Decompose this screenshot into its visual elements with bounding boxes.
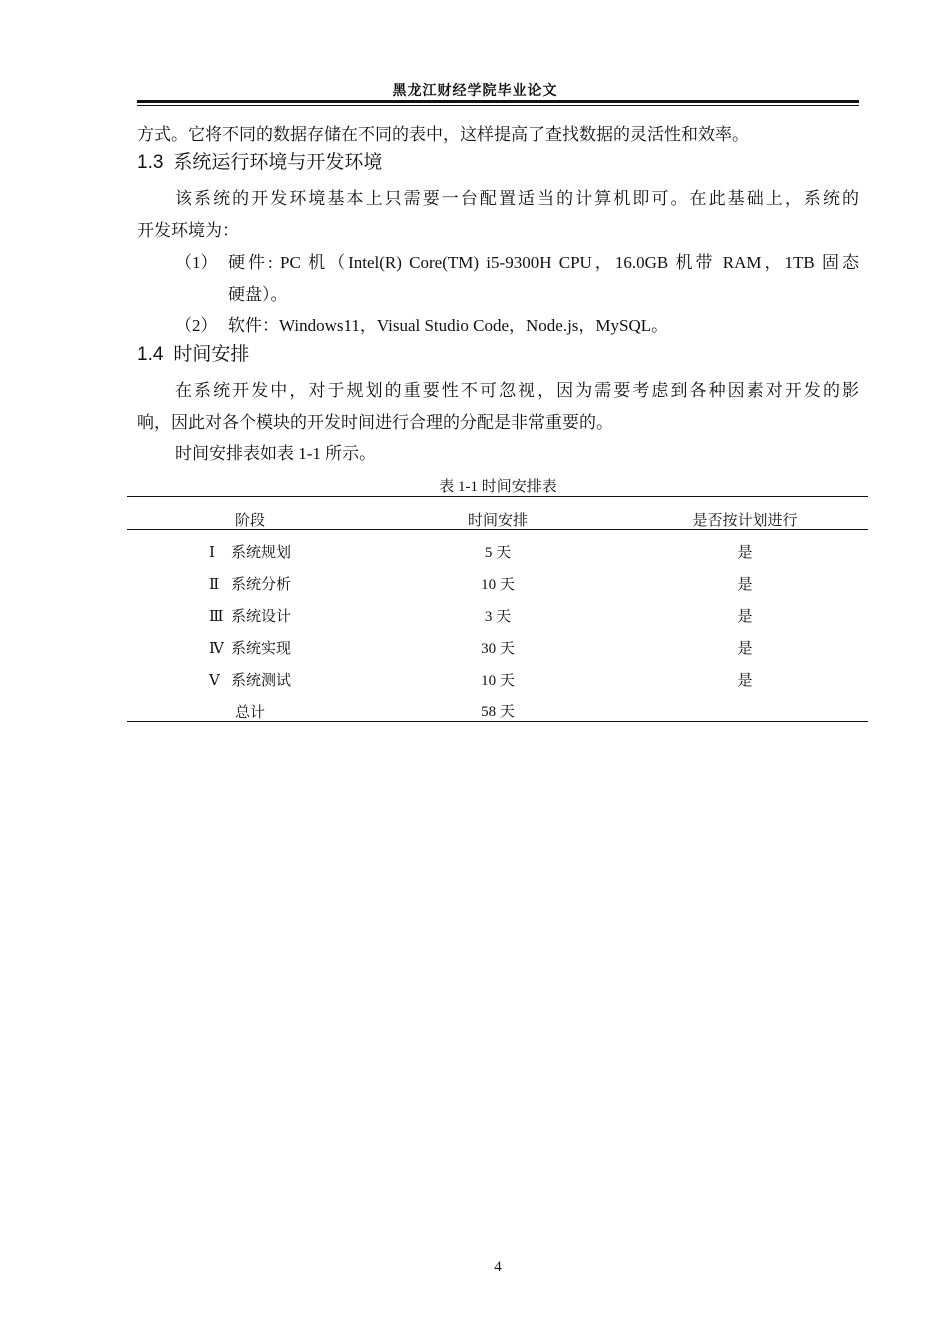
table-row-stage [190,575,310,595]
table-row-time: 5 天 [484,545,512,561]
roman-numeral: Ⅲ [208,609,224,625]
table-row-stage [190,671,310,691]
section-title: 系统运行环境与开发环境 [173,152,383,173]
header-rule-thick [137,100,859,103]
table-caption: 表 1-1 时间安排表 [439,479,557,495]
list-marker: （1） [175,253,218,272]
table-total-label: 总计 [234,705,265,721]
stage-name: 系统实现 [230,641,291,657]
list-item-hardware: 硬件: PC 机（Intel(R) Core(TM) i5-9300H CPU，16.0GB 机带 RAM，1TB 固态 [228,253,859,272]
table-bottom-rule [127,721,868,722]
roman-numeral: Ⅱ [208,577,220,593]
table-top-rule [127,496,868,497]
list-item-hardware-cont: 硬盘）。 [228,285,288,304]
table-total-time: 58 天 [481,704,515,720]
roman-numeral: Ⅴ [208,673,220,689]
stage-name: 系统设计 [230,609,291,625]
list-marker: （2） [175,316,218,335]
roman-numeral: Ⅳ [208,641,224,657]
table-row-on-plan: 是 [737,609,753,625]
table-header-time: 时间安排 [467,513,528,529]
table-header-rule [127,529,868,530]
table-header-stage: 阶段 [234,513,265,529]
table-row-on-plan: 是 [737,545,753,561]
paragraph-line: 在系统开发中，对于规划的重要性不可忽视，因为需要考虑到各种因素对开发的影 [175,381,859,400]
table-row-time: 10 天 [481,577,515,593]
section-heading-1-3 [137,151,382,175]
table-row-stage [190,607,310,627]
section-number: 1.3 [137,152,164,173]
intro-line: 方式。它将不同的数据存储在不同的表中，这样提高了查找数据的灵活性和效率。 [137,125,749,144]
table-row-stage [190,639,310,659]
paragraph-line: 时间安排表如表 1-1 所示。 [175,444,377,463]
table-row-time: 3 天 [484,609,512,625]
paragraph-line: 响，因此对各个模块的开发时间进行合理的分配是非常重要的。 [137,413,613,432]
roman-numeral: Ⅰ [208,545,215,561]
table-row-time: 30 天 [481,641,515,657]
paragraph-line: 该系统的开发环境基本上只需要一台配置适当的计算机即可。在此基础上，系统的 [175,189,859,208]
table-header-on-plan: 是否按计划进行 [692,513,798,529]
section-title: 时间安排 [173,344,250,365]
paragraph-line: 开发环境为： [137,221,239,240]
section-number: 1.4 [137,344,164,365]
list-item-software: 软件：Windows11，Visual Studio Code，Node.js，MySQL。 [228,316,669,335]
table-row-time: 10 天 [481,673,515,689]
table-row-stage [190,543,310,563]
table-row-on-plan: 是 [737,577,753,593]
stage-name: 系统测试 [230,673,291,689]
page-number: 4 [494,1259,502,1275]
stage-name: 系统分析 [230,577,291,593]
section-heading-1-4 [137,343,249,367]
running-header-title: 黑龙江财经学院毕业论文 [392,84,558,99]
header-rule-thin [137,105,859,106]
table-row-on-plan: 是 [737,641,753,657]
table-row-on-plan: 是 [737,673,753,689]
stage-name: 系统规划 [230,545,291,561]
